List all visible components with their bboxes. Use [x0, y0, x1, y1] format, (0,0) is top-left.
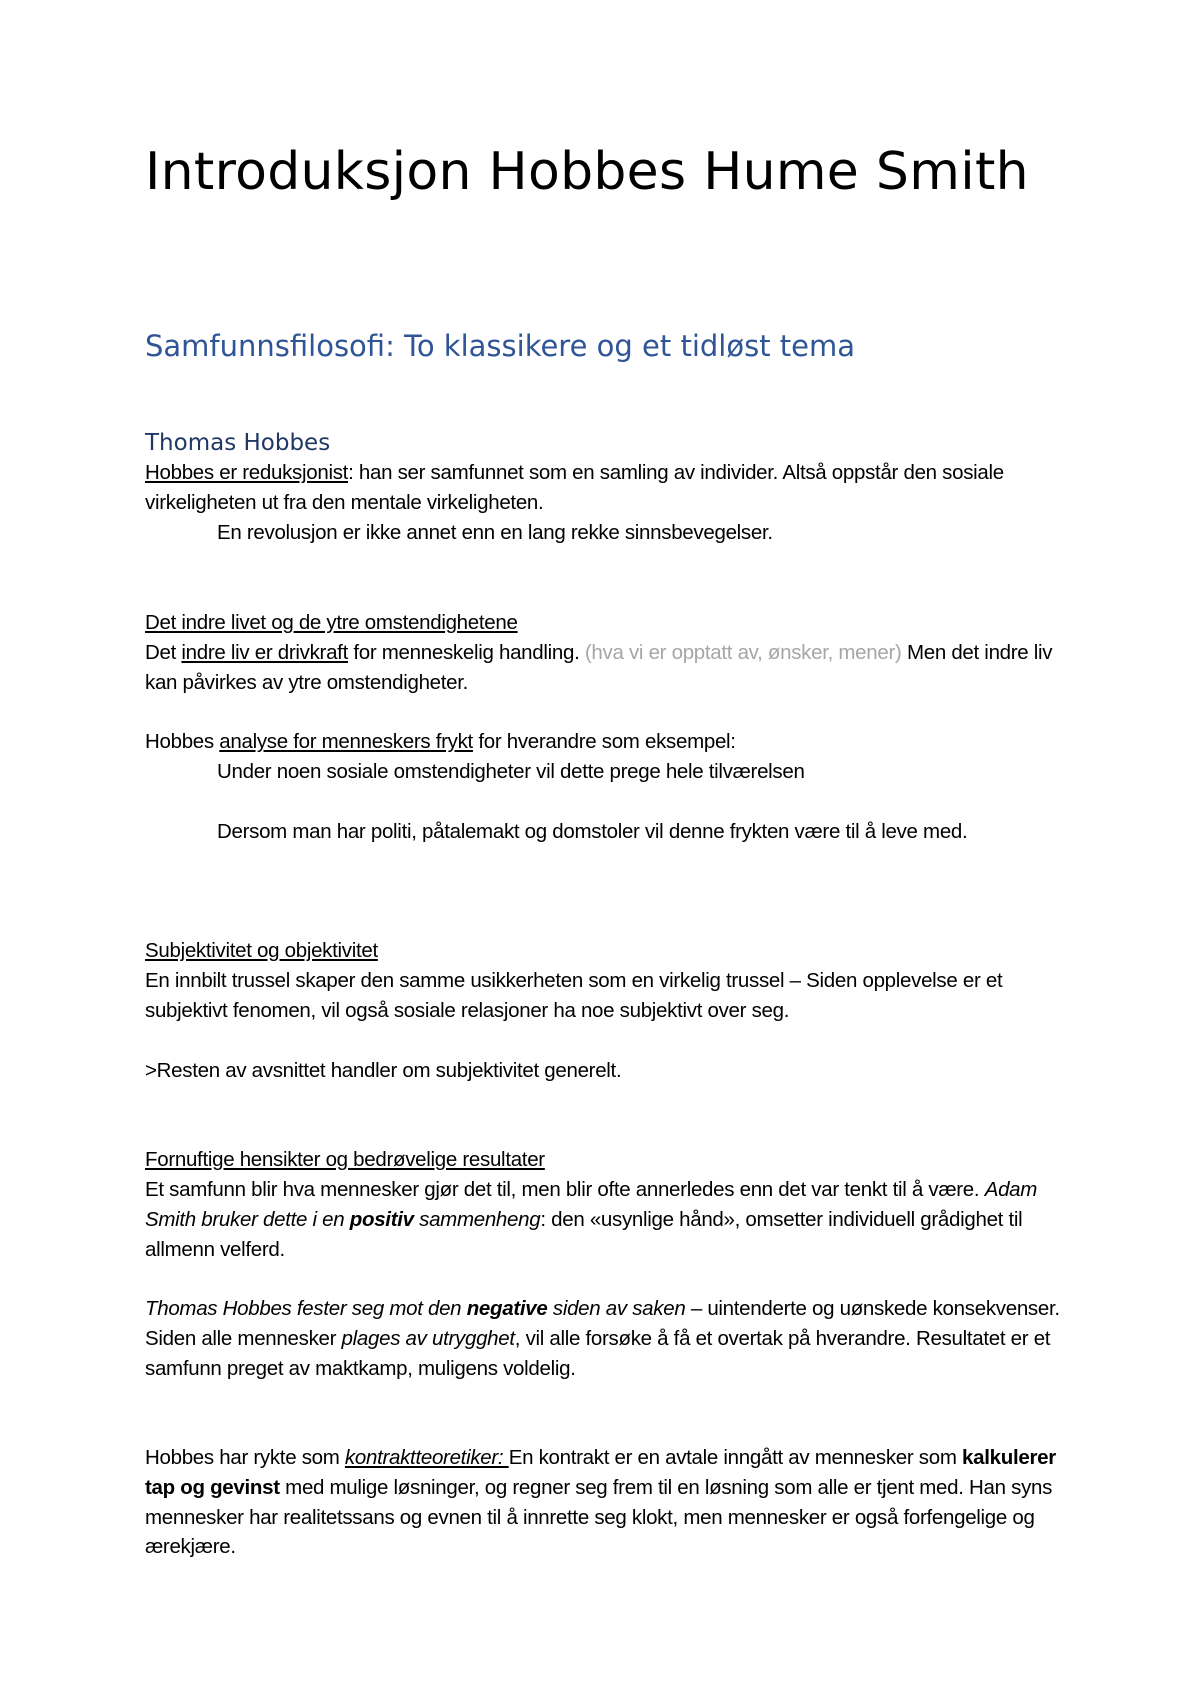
paragraph-text: – uintenderte og uønskede konsekvenser. Siden alle mennesker: [145, 1297, 1060, 1350]
indented-line-police: Dersom man har politi, påtalemakt og domstoler vil denne frykten være til å leve med.: [217, 820, 968, 843]
italic-text: sammenheng: [413, 1207, 541, 1231]
paragraph-text: En kontrakt er en avtale inngått av mennesker som: [508, 1446, 963, 1469]
bold-term: kalkulerer tap og gevinst: [145, 1446, 1056, 1499]
italic-underlined-term: kontraktteoretiker:: [344, 1446, 509, 1469]
paragraph-rest-of-section: >Resten av avsnittet handler om subjektivitet generelt.: [145, 1059, 622, 1082]
indented-line-revolution: En revolusjon er ikke annet enn en lang rekke sinnsbevegelser.: [217, 521, 773, 544]
italic-text: Adam Smith bruker dette i en: [145, 1178, 1038, 1231]
document-title: Introduksjon Hobbes Hume Smith: [145, 142, 1029, 202]
paragraph-adam-smith: [145, 1175, 1065, 1264]
paragraph-fear-analysis: [145, 727, 736, 757]
subheading-subjectivity: Subjektivitet og objektivitet: [145, 939, 378, 962]
paragraph-subjectivity: En innbilt trussel skaper den samme usikkerheten som en virkelig trussel – Siden opplevelse er et subjektivt fenomen, vil også sosiale relasjoner ha noe subjektivt over seg.: [145, 969, 1003, 1022]
subheading-reasonable-intentions: Fornuftige hensikter og bedrøvelige resultater: [145, 1148, 545, 1171]
paragraph-inner-life: [145, 638, 1065, 698]
document-subtitle: Samfunnsfilosofi: To klassikere og et tidløst tema: [145, 329, 856, 363]
italic-text: siden av saken: [547, 1297, 686, 1320]
paragraph-text: for hverandre som eksempel:: [472, 730, 736, 753]
paragraph-text: for menneskelig handling.: [347, 641, 585, 664]
paragraph-text: Men det indre liv kan påvirkes av ytre omstendigheter.: [145, 641, 1053, 694]
paragraph-contract-theorist: [145, 1443, 1065, 1562]
italic-text: Thomas Hobbes fester seg mot den: [145, 1297, 467, 1320]
paragraph-text: med mulige løsninger, og regner seg frem til en løsning som alle er tjent med. Han syns mennesker har realitetssans og evnen til å innrette seg klokt, men mennesker er også forfengelige og ærekjære.: [145, 1475, 1053, 1559]
bold-italic-term: positiv: [349, 1207, 414, 1231]
italic-text: plages av utrygghet: [341, 1326, 515, 1350]
paragraph-text: : han ser samfunnet som en samling av individer. Altså oppstår den sosiale virkeligheten ut fra den mentale virkeligheten.: [145, 461, 1004, 514]
paragraph-text: , vil alle forsøke å få et overtak på hverandre. Resultatet er et samfunn preget av maktkamp, muligens voldelig.: [145, 1326, 1051, 1380]
underlined-term: analyse for menneskers frykt: [219, 730, 473, 753]
grey-aside: (hva vi er opptatt av, ønsker, mener): [584, 641, 902, 664]
indented-line-social-circumstances: Under noen sosiale omstendigheter vil dette prege hele tilværelsen: [217, 760, 805, 783]
paragraph-text: : den «usynlige hånd», omsetter individuell grådighet til allmenn velferd.: [145, 1207, 1023, 1261]
paragraph-text: Hobbes har rykte som: [145, 1446, 345, 1469]
subheading-inner-life: Det indre livet og de ytre omstendighetene: [145, 611, 518, 634]
paragraph-text: Det: [145, 641, 182, 664]
underlined-term: Hobbes er reduksjonist: [145, 461, 349, 484]
paragraph-reductionist: [145, 458, 1065, 518]
underlined-term: indre liv er drivkraft: [181, 641, 348, 664]
paragraph-text: Et samfunn blir hva mennesker gjør det til, men blir ofte annerledes enn det var tenkt til å være.: [145, 1178, 985, 1201]
paragraph-text: Hobbes: [145, 730, 220, 753]
section-heading-hobbes: Thomas Hobbes: [145, 430, 331, 456]
paragraph-thomas-hobbes-negative: [145, 1294, 1065, 1383]
bold-italic-term: negative: [466, 1297, 548, 1320]
